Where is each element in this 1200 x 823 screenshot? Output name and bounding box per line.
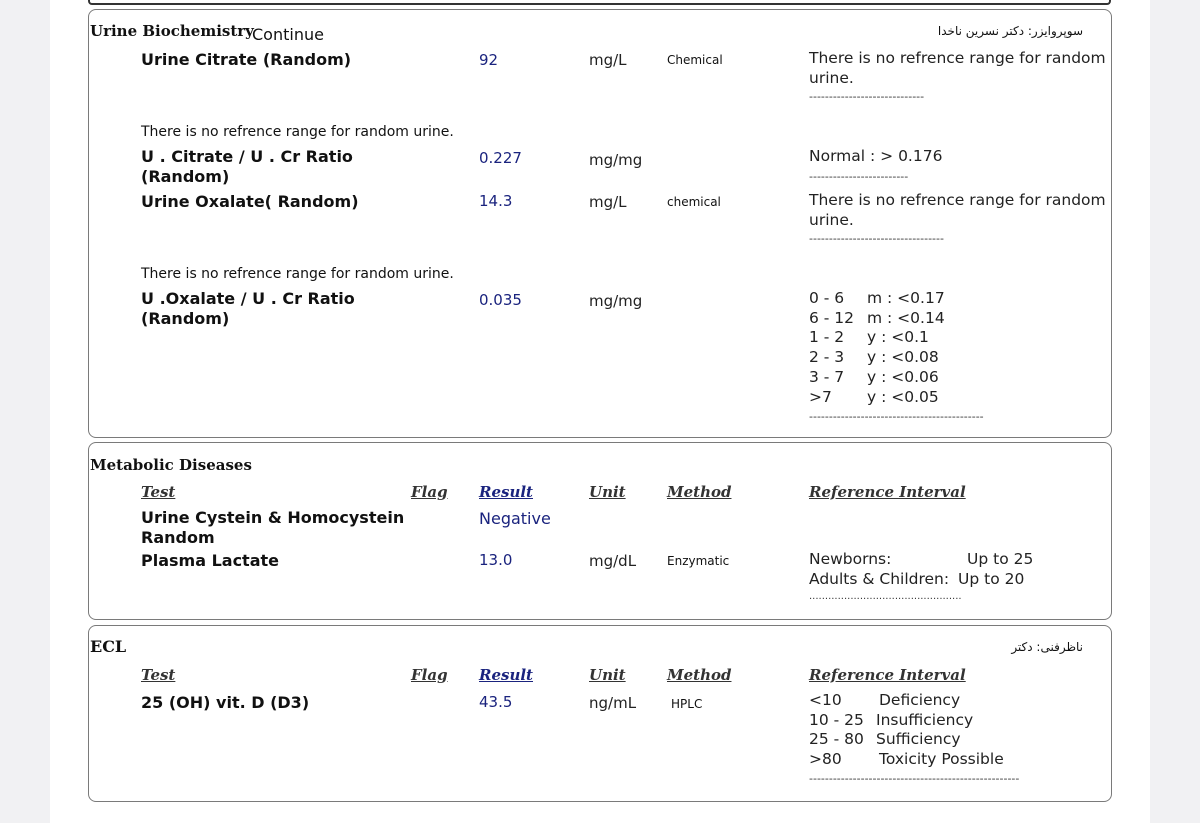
- reference-interval: Normal : > 0.176: [809, 147, 943, 165]
- test-name-line: Urine Cystein & Homocystein: [141, 508, 405, 527]
- divider-dots: ................................................: [809, 591, 962, 602]
- range-value: >80: [809, 750, 842, 769]
- age-range: >7: [809, 387, 832, 406]
- section-title: Metabolic Diseases: [90, 456, 252, 474]
- reference-interval: [809, 289, 945, 407]
- test-name: [141, 289, 355, 329]
- range-value: <10: [809, 691, 842, 709]
- range-value: m : <0.14: [867, 308, 945, 327]
- divider-dashes: -----------------------------------------------------: [809, 772, 1020, 785]
- reference-interval: [809, 691, 1004, 770]
- reference-range-row: [809, 328, 945, 348]
- test-result: 13.0: [479, 551, 513, 569]
- reference-range-row: [809, 550, 1033, 570]
- range-label: Newborns:: [809, 550, 892, 568]
- test-name: Urine Oxalate( Random): [141, 192, 359, 211]
- section-title: ECL: [90, 637, 127, 656]
- divider-dashes: --------------------------------------------: [809, 410, 984, 423]
- test-name-line: U . Citrate / U . Cr Ratio: [141, 147, 353, 166]
- header-test: Test: [141, 483, 176, 501]
- metabolic-diseases-panel: [88, 442, 1112, 620]
- range-label: Deficiency: [879, 691, 961, 709]
- header-reference-interval: Reference Interval: [809, 666, 966, 684]
- range-label: Sufficiency: [876, 730, 961, 749]
- header-flag: Flag: [411, 666, 448, 684]
- reference-range-row: [809, 289, 945, 309]
- test-result: 43.5: [479, 693, 513, 711]
- test-name-line: (Random): [141, 167, 230, 186]
- divider-dashes: -----------------------------: [809, 90, 925, 103]
- test-unit: mg/L: [589, 193, 627, 211]
- test-result: 92: [479, 51, 499, 69]
- reference-range-row: [809, 348, 945, 368]
- test-method: Chemical: [667, 53, 723, 67]
- test-name-line: U .Oxalate / U . Cr Ratio: [141, 289, 355, 308]
- test-unit: mg/L: [589, 51, 627, 69]
- test-name-line: Random: [141, 528, 215, 547]
- test-result: 14.3: [479, 192, 513, 210]
- test-unit: mg/dL: [589, 552, 637, 570]
- age-range: 6 - 12: [809, 308, 855, 327]
- header-unit: Unit: [589, 483, 626, 501]
- range-value: y : <0.05: [867, 387, 939, 406]
- header-reference-interval: Reference Interval: [809, 483, 966, 501]
- range-value: y : <0.1: [867, 328, 929, 347]
- test-result: 0.227: [479, 149, 522, 167]
- header-method: Method: [667, 483, 732, 501]
- reference-range-row: [809, 711, 1004, 731]
- range-value: 25 - 80: [809, 730, 864, 749]
- range-value: m : <0.17: [867, 289, 945, 307]
- test-name: [141, 147, 353, 187]
- age-range: 2 - 3: [809, 348, 845, 367]
- section-title: Urine Biochemistry: [90, 22, 254, 40]
- range-label: Toxicity Possible: [879, 750, 1004, 769]
- test-method: chemical: [667, 195, 721, 209]
- test-unit: ng/mL: [589, 694, 637, 712]
- range-label: Adults & Children:: [809, 569, 950, 588]
- reference-line: There is no refrence range for random: [809, 191, 1106, 209]
- range-value: y : <0.06: [867, 367, 939, 386]
- test-unit: mg/mg: [589, 292, 643, 310]
- divider-dashes: -------------------------: [809, 170, 909, 183]
- test-name-line: (Random): [141, 309, 230, 328]
- header-flag: Flag: [411, 483, 448, 501]
- divider-dashes: ----------------------------------: [809, 232, 944, 245]
- header-result: Result: [479, 666, 533, 684]
- test-method: Enzymatic: [667, 554, 730, 568]
- range-label: Insufficiency: [876, 710, 974, 729]
- reference-range-row: [809, 730, 1004, 750]
- header-test: Test: [141, 666, 176, 684]
- reference-range-row: [809, 750, 1004, 770]
- range-value: y : <0.08: [867, 348, 939, 367]
- range-value: Up to 25: [967, 550, 1034, 568]
- range-value: 10 - 25: [809, 710, 864, 729]
- supervisor-label: سوپروایزر: دکتر نسرین ناخدا: [937, 24, 1083, 38]
- reference-range-row: [809, 691, 1004, 711]
- reference-interval: [809, 49, 1106, 88]
- age-range: 3 - 7: [809, 367, 845, 386]
- test-result: Negative: [479, 509, 551, 528]
- reference-interval: [809, 191, 1106, 230]
- reference-line: urine.: [809, 68, 854, 87]
- previous-section-edge: [88, 0, 1111, 5]
- continue-label: Continue: [252, 25, 324, 44]
- reference-range-row: [809, 368, 945, 388]
- test-name: 25 (OH) vit. D (D3): [141, 693, 310, 712]
- reference-range-row: [809, 388, 945, 408]
- urine-biochemistry-panel: [88, 9, 1112, 438]
- test-name: [141, 508, 404, 548]
- header-result: Result: [479, 483, 533, 501]
- age-range: 1 - 2: [809, 328, 845, 347]
- test-method: HPLC: [671, 697, 703, 711]
- test-unit: mg/mg: [589, 151, 643, 169]
- reference-interval: [809, 550, 1033, 589]
- header-method: Method: [667, 666, 732, 684]
- range-value: Up to 20: [958, 569, 1025, 588]
- header-unit: Unit: [589, 666, 626, 684]
- note-text: There is no refrence range for random urine.: [141, 266, 454, 282]
- note-text: There is no refrence range for random urine.: [141, 124, 454, 140]
- reference-range-row: [809, 570, 1033, 590]
- test-name: Urine Citrate (Random): [141, 50, 352, 69]
- reference-line: urine.: [809, 210, 854, 229]
- test-result: 0.035: [479, 291, 522, 309]
- age-range: 0 - 6: [809, 289, 845, 307]
- ecl-panel: [88, 625, 1112, 802]
- technical-supervisor-label: ناظرفنی: دکتر: [1011, 640, 1083, 654]
- test-name: Plasma Lactate: [141, 551, 279, 570]
- reference-range-row: [809, 309, 945, 329]
- reference-line: There is no refrence range for random: [809, 49, 1106, 67]
